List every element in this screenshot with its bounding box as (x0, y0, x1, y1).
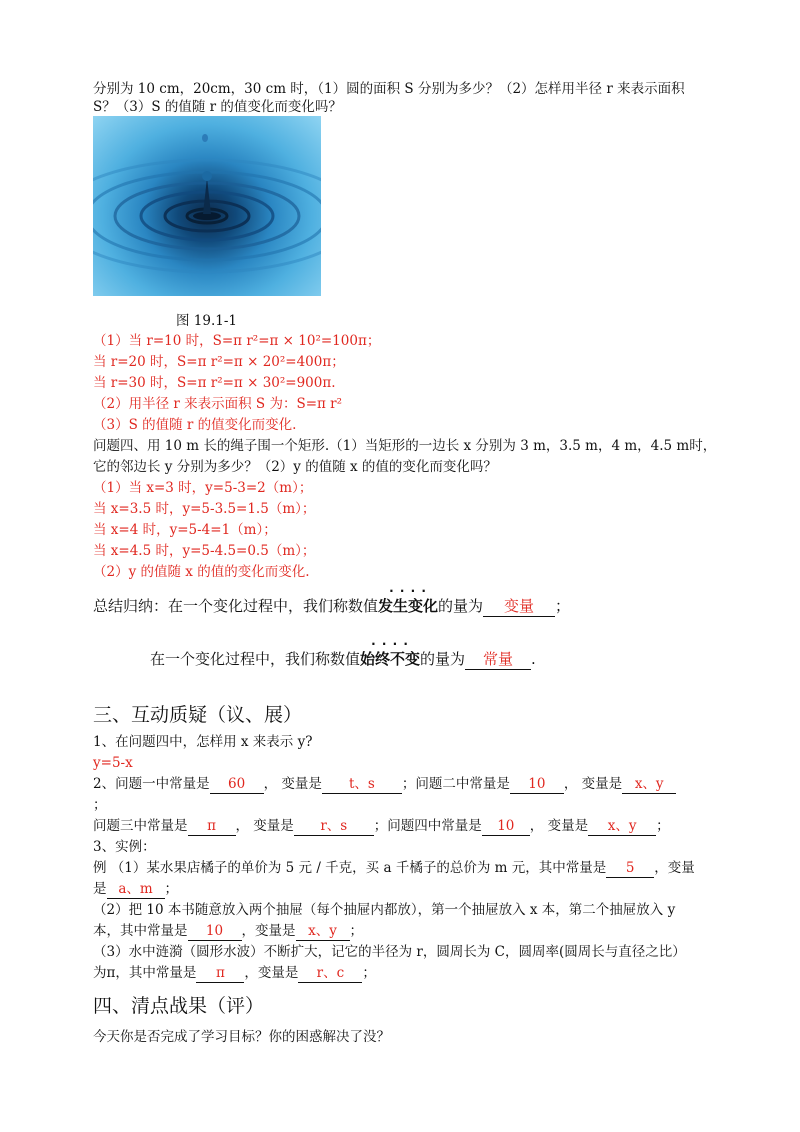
q2b-p2: ， 变量是 (235, 818, 294, 834)
q2-semicolon: ； (93, 797, 107, 813)
ex1-p1: 例 （1）某水果店橘子的单价为 5 元 / 千克，买 a 千橘子的总价为 m 元，其中常量是 (93, 860, 607, 876)
ex1-answer-1: 5 (606, 859, 654, 878)
ex1-end: ； (164, 881, 178, 897)
q2-p3: ；问题二中常量是 (401, 776, 510, 792)
ex1-p3: 是 (93, 881, 107, 897)
summary-variable-emphasis: · · · · 发生变化 (378, 597, 438, 615)
example-2-line-1: （2）把 10 本书随意放入两个抽屉（每个抽屉内都放），第一个抽屉放入 x 本，第二个抽屉放入 y (93, 902, 676, 918)
answer-rect-5: （2）y 的值随 x 的值的变化而变化. (93, 564, 310, 580)
q2b-answer-1: π (188, 817, 236, 836)
answer-circle-4: （2）用半径 r 来表示面积 S 为：S=π r² (93, 396, 343, 412)
problem4-line-2: 它的邻边长 y 分别为多少？（2）y 的值随 x 的值的变化而变化吗？ (93, 459, 497, 475)
q2b-answer-2: r、s (294, 817, 374, 836)
q3-text: 3、实例： (93, 839, 156, 855)
ex3-answer-1: π (196, 964, 244, 983)
q2-answer-2: t、s (322, 775, 402, 794)
answer-circle-5: （3）S 的值随 r 的值变化而变化. (93, 417, 297, 433)
q2-p2: ， 变量是 (263, 776, 322, 792)
ex1-p2: ，变量 (654, 860, 695, 876)
answer-rect-3: 当 x=4 时，y=5-4=1（m）； (93, 522, 277, 538)
answer-circle-3: 当 r=30 时，S=π r²=π × 30²=900π. (93, 375, 336, 391)
intro-line-2: S？（3）S 的值随 r 的值变化而变化吗？ (93, 99, 342, 115)
answer-circle-1: （1）当 r=10 时，S=π r²=π × 10²=100π； (93, 333, 381, 349)
q2-p4: ， 变量是 (563, 776, 623, 792)
q2b-answer-3: 10 (482, 817, 530, 836)
example-3-line-2 (93, 964, 376, 983)
ex3-answer-2: r、c (298, 964, 362, 983)
summary-constant (150, 648, 536, 670)
q2b-p4: ， 变量是 (529, 818, 589, 834)
summary-constant-prefix: 在一个变化过程中，我们称数值 (150, 650, 361, 668)
ex2-p1: 本，其中常量是 (93, 923, 188, 939)
summary-constant-answer: 常量 (465, 648, 531, 670)
ex1-answer-2: a、m (107, 880, 165, 899)
q2-answer-3: 10 (510, 775, 564, 794)
figure-caption: 图 19.1-1 (176, 313, 238, 329)
answer-rect-4: 当 x=4.5 时，y=5-4.5=0.5（m）； (93, 543, 316, 559)
q2b-answer-4: x、y (588, 817, 656, 836)
ex3-end: ； (362, 965, 376, 981)
example-1-line-1 (93, 859, 695, 878)
q2b-p1: 问题三中常量是 (93, 818, 188, 834)
summary-variable-end: ； (555, 597, 571, 615)
summary-variable-mid: 的量为 (438, 597, 484, 615)
ex2-answer-1: 10 (188, 922, 242, 941)
example-3-line-1: （3）水中涟漪（圆形水波）不断扩大，记它的半径为 r，圆周长为 C，圆周率(圆周长与直径之比） (93, 944, 686, 960)
example-2-line-2 (93, 922, 363, 941)
q2b-p3: ；问题四中常量是 (373, 818, 482, 834)
section-4-title: 四、清点战果（评） (93, 995, 265, 1017)
summary-constant-mid: 的量为 (420, 650, 466, 668)
summary-constant-emphasis: · · · · 始终不变 (360, 650, 420, 668)
ex2-end: ； (349, 923, 363, 939)
q1-answer: y=5-x (93, 755, 133, 771)
summary-constant-end: . (531, 650, 536, 668)
q2-answer-4: x、y (622, 775, 676, 794)
q1-text: 1、在问题四中，怎样用 x 来表示 y? (93, 734, 313, 750)
q2-line-2 (93, 817, 670, 836)
q2-answer-1: 60 (210, 775, 264, 794)
ex3-p1: 为π，其中常量是 (93, 965, 197, 981)
q2-line-1 (93, 775, 676, 794)
section-3-title: 三、互动质疑（议、展） (93, 704, 303, 726)
answer-rect-1: （1）当 x=3 时，y=5-3=2（m）； (93, 480, 313, 496)
ex2-answer-2: x、y (296, 922, 350, 941)
ex2-p2: ，变量是 (241, 923, 296, 939)
section-4-question: 今天你是否完成了学习目标？你的困惑解决了没？ (93, 1029, 390, 1045)
water-drop-photo (93, 116, 321, 296)
ex3-p2: ，变量是 (244, 965, 299, 981)
answer-rect-2: 当 x=3.5 时，y=5-3.5=1.5（m）； (93, 501, 316, 517)
example-1-line-2 (93, 880, 178, 899)
q2b-end: ； (656, 818, 670, 834)
summary-variable-prefix: 总结归纳：在一个变化过程中，我们称数值 (93, 597, 379, 615)
water-ripple-image (93, 116, 321, 296)
intro-line-1: 分别为 10 cm，20cm，30 cm 时，（1）圆的面积 S 分别为多少？（2）怎样用半径 r 来表示面积 (93, 81, 685, 97)
problem4-line-1: 问题四、用 10 m 长的绳子围一个矩形.（1）当矩形的一边长 x 分别为 3 m，3.5 m，4 m，4.5 m时， (93, 438, 717, 454)
q2-p1: 2、问题一中常量是 (93, 776, 210, 792)
summary-variable-answer: 变量 (483, 595, 555, 617)
summary-variable (93, 595, 570, 617)
answer-circle-2: 当 r=20 时，S=π r²=π × 20²=400π； (93, 354, 345, 370)
